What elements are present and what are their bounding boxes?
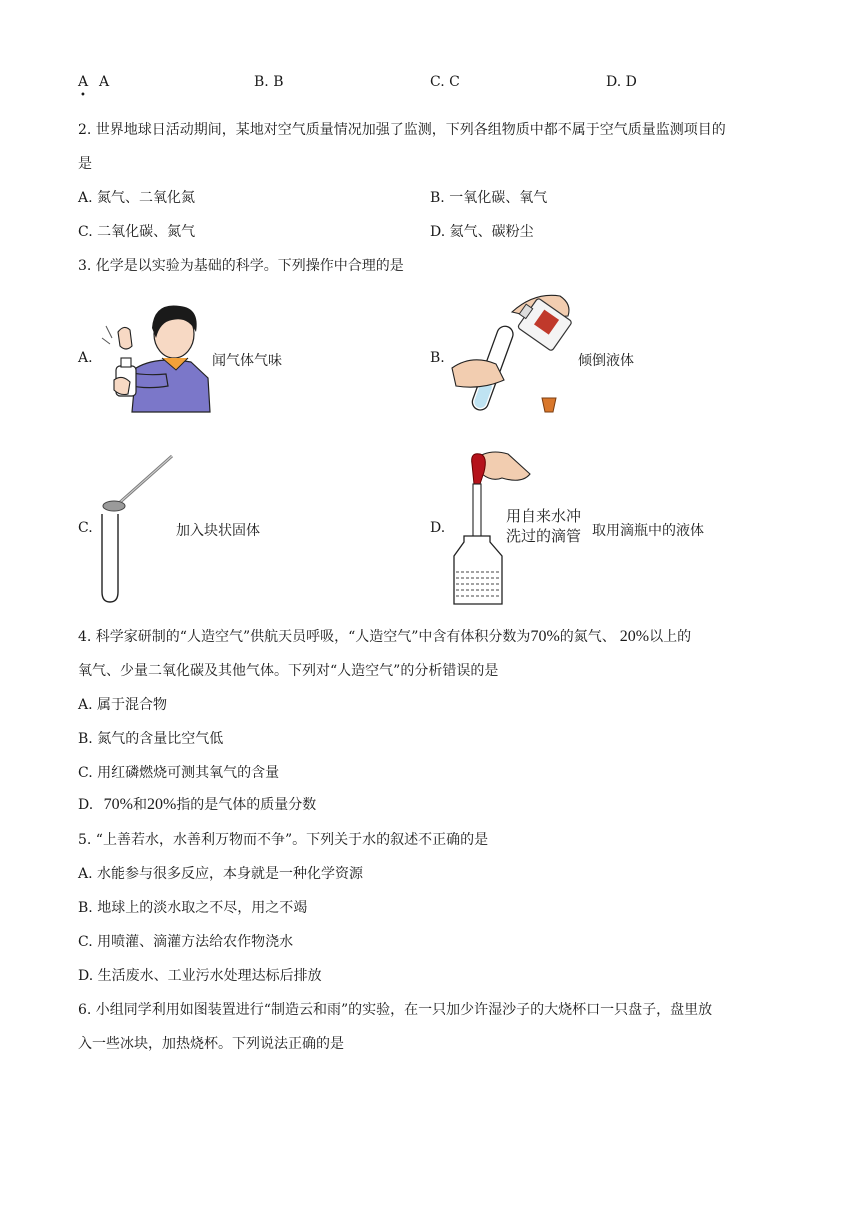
q3-option-c-label: C. xyxy=(78,520,93,536)
q3-option-a-label: A. xyxy=(78,350,93,366)
q5-stem: 5. “上善若水，水善利万物而不争”。下列关于水的叙述不正确的是 xyxy=(78,832,489,848)
q4-option-b: B. 氮气的含量比空气低 xyxy=(78,731,224,747)
q5-option-c: C. 用喷灌、滴灌方法给农作物浇水 xyxy=(78,934,294,950)
q3-option-b-caption: 倾倒液体 xyxy=(578,353,634,369)
q4-option-d-pct1: 70% xyxy=(103,796,133,813)
q3-stem: 3. 化学是以实验为基础的科学。下列操作中合理的是 xyxy=(78,258,404,274)
q4-stem-line1 xyxy=(78,626,691,646)
q2-option-a: A. 氮气、二氧化氮 xyxy=(78,190,196,206)
q3-option-d-image-label-line1: 用自来水冲 xyxy=(506,507,582,525)
q4-stem-part1: 4. 科学家研制的“人造空气”供航天员呼吸，“人造空气”中含有体积分数为 xyxy=(78,629,531,645)
q4-option-d-prefix: D. xyxy=(78,797,94,813)
q5-option-d: D. 生活废水、工业污水处理达标后排放 xyxy=(78,968,322,984)
q6-stem-line2: 入一些冰块，加热烧杯。下列说法正确的是 xyxy=(78,1036,344,1052)
q1-option-b: B. B xyxy=(254,74,284,90)
q4-option-d-mid: 和 xyxy=(132,797,147,813)
q4-pct-oxygen: 20% xyxy=(619,628,650,645)
q4-option-c: C. 用红磷燃烧可测其氧气的含量 xyxy=(78,765,280,781)
q4-option-d-suffix: 指的是气体的质量分数 xyxy=(176,797,317,813)
q4-option-a: A. 属于混合物 xyxy=(78,697,168,713)
q6-stem-line1: 6. 小组同学利用如图装置进行“制造云和雨”的实验，在一只加少许湿沙子的大烧杯口一只盘子，盘里放 xyxy=(78,1002,713,1018)
q2-stem-line1: 2. 世界地球日活动期间，某地对空气质量情况加强了监测，下列各组物质中都不属于空气质量监测项目的 xyxy=(78,122,726,138)
q3-option-c-caption: 加入块状固体 xyxy=(176,523,260,539)
q4-stem-part2: 的氮气、 xyxy=(559,629,616,645)
q4-option-d xyxy=(78,794,316,814)
q4-stem-part3: 以上的 xyxy=(649,629,692,645)
q5-option-a: A. 水能参与很多反应，本身就是一种化学资源 xyxy=(78,866,364,882)
bullet-dot-icon: • xyxy=(80,90,86,101)
pouring-liquid-illustration xyxy=(452,290,578,426)
q3-option-b-label: B. xyxy=(430,350,445,366)
q4-option-d-pct2: 20% xyxy=(146,796,177,813)
q3-option-d-caption: 取用滴瓶中的液体 xyxy=(592,523,704,539)
q1-option-a: A xyxy=(99,74,110,90)
q3-option-d-image-label-line2: 洗过的滴管 xyxy=(506,527,582,545)
q3-option-d-label: D. xyxy=(430,520,446,536)
adding-solid-illustration xyxy=(98,450,178,606)
q2-option-b: B. 一氧化碳、氧气 xyxy=(430,190,548,206)
q2-option-d: D. 氦气、碳粉尘 xyxy=(430,224,534,240)
q1-option-c: C. C xyxy=(430,74,460,90)
q4-stem-line2: 氧气、少量二氧化碳及其他气体。下列对“人造空气”的分析错误的是 xyxy=(78,663,499,679)
smelling-gas-illustration xyxy=(96,298,216,414)
q3-option-a-caption: 闻气体气味 xyxy=(212,353,282,369)
q5-option-b: B. 地球上的淡水取之不尽，用之不竭 xyxy=(78,900,308,916)
q4-pct-nitrogen: 70% xyxy=(530,628,560,645)
q1-option-a-prefix: A xyxy=(78,74,89,90)
q1-option-d: D. D xyxy=(606,74,637,90)
q2-stem-line2: 是 xyxy=(78,156,92,172)
q2-option-c: C. 二氧化碳、氮气 xyxy=(78,224,196,240)
